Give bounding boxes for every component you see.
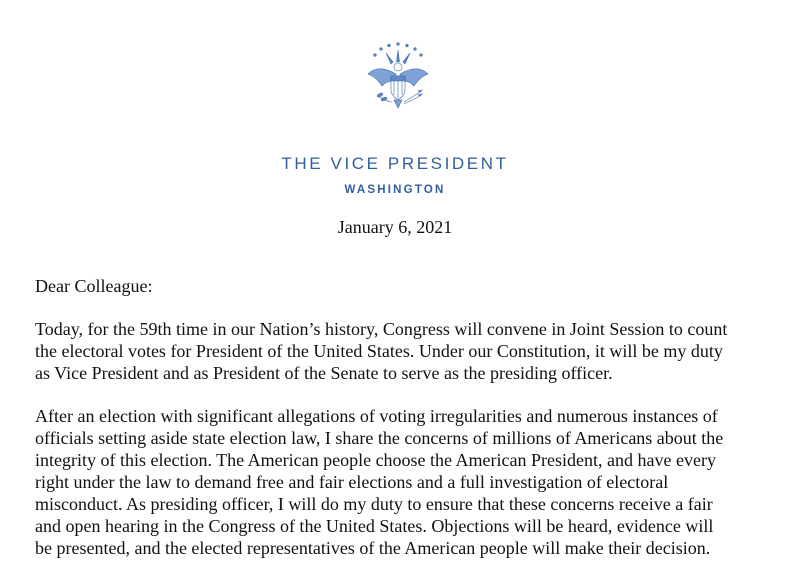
paragraph-2-line: misconduct. As presiding officer, I will do my duty to ensure that these concerns receive a fair: [35, 494, 713, 514]
paragraph-1-line: as Vice President and as President of the Senate to serve as the presiding officer.: [35, 363, 613, 383]
paragraph-2-line: integrity of this election. The American people choose the American President, and have every: [35, 450, 716, 470]
paragraph-2: [35, 405, 775, 559]
salutation: Dear Colleague:: [35, 276, 153, 296]
letter-date: January 6, 2021: [337, 217, 453, 237]
paragraph-1-line: Today, for the 59th time in our Nation’s history, Congress will convene in Joint Session to count: [35, 319, 728, 339]
letterhead-subtitle: WASHINGTON: [344, 184, 446, 196]
letterhead-title: THE VICE PRESIDENT: [281, 154, 509, 173]
vice-presidential-seal-icon: [358, 38, 438, 118]
paragraph-2-line: officials setting aside state election law, I share the concerns of millions of Americans about the: [35, 428, 724, 448]
paragraph-2-line: and open hearing in the Congress of the United States. Objections will be heard, evidence will: [35, 516, 714, 536]
paragraph-2-line: right under the law to demand free and fair elections and a full investigation of electoral: [35, 472, 669, 492]
paragraph-2-line: be presented, and the elected representatives of the American people will make their decision.: [35, 538, 711, 558]
paragraph-1: [35, 318, 775, 384]
paragraph-2-line: After an election with significant allegations of voting irregularities and numerous instances of: [35, 406, 718, 426]
paragraph-1-line: the electoral votes for President of the United States. Under our Constitution, it will be my duty: [35, 341, 723, 361]
